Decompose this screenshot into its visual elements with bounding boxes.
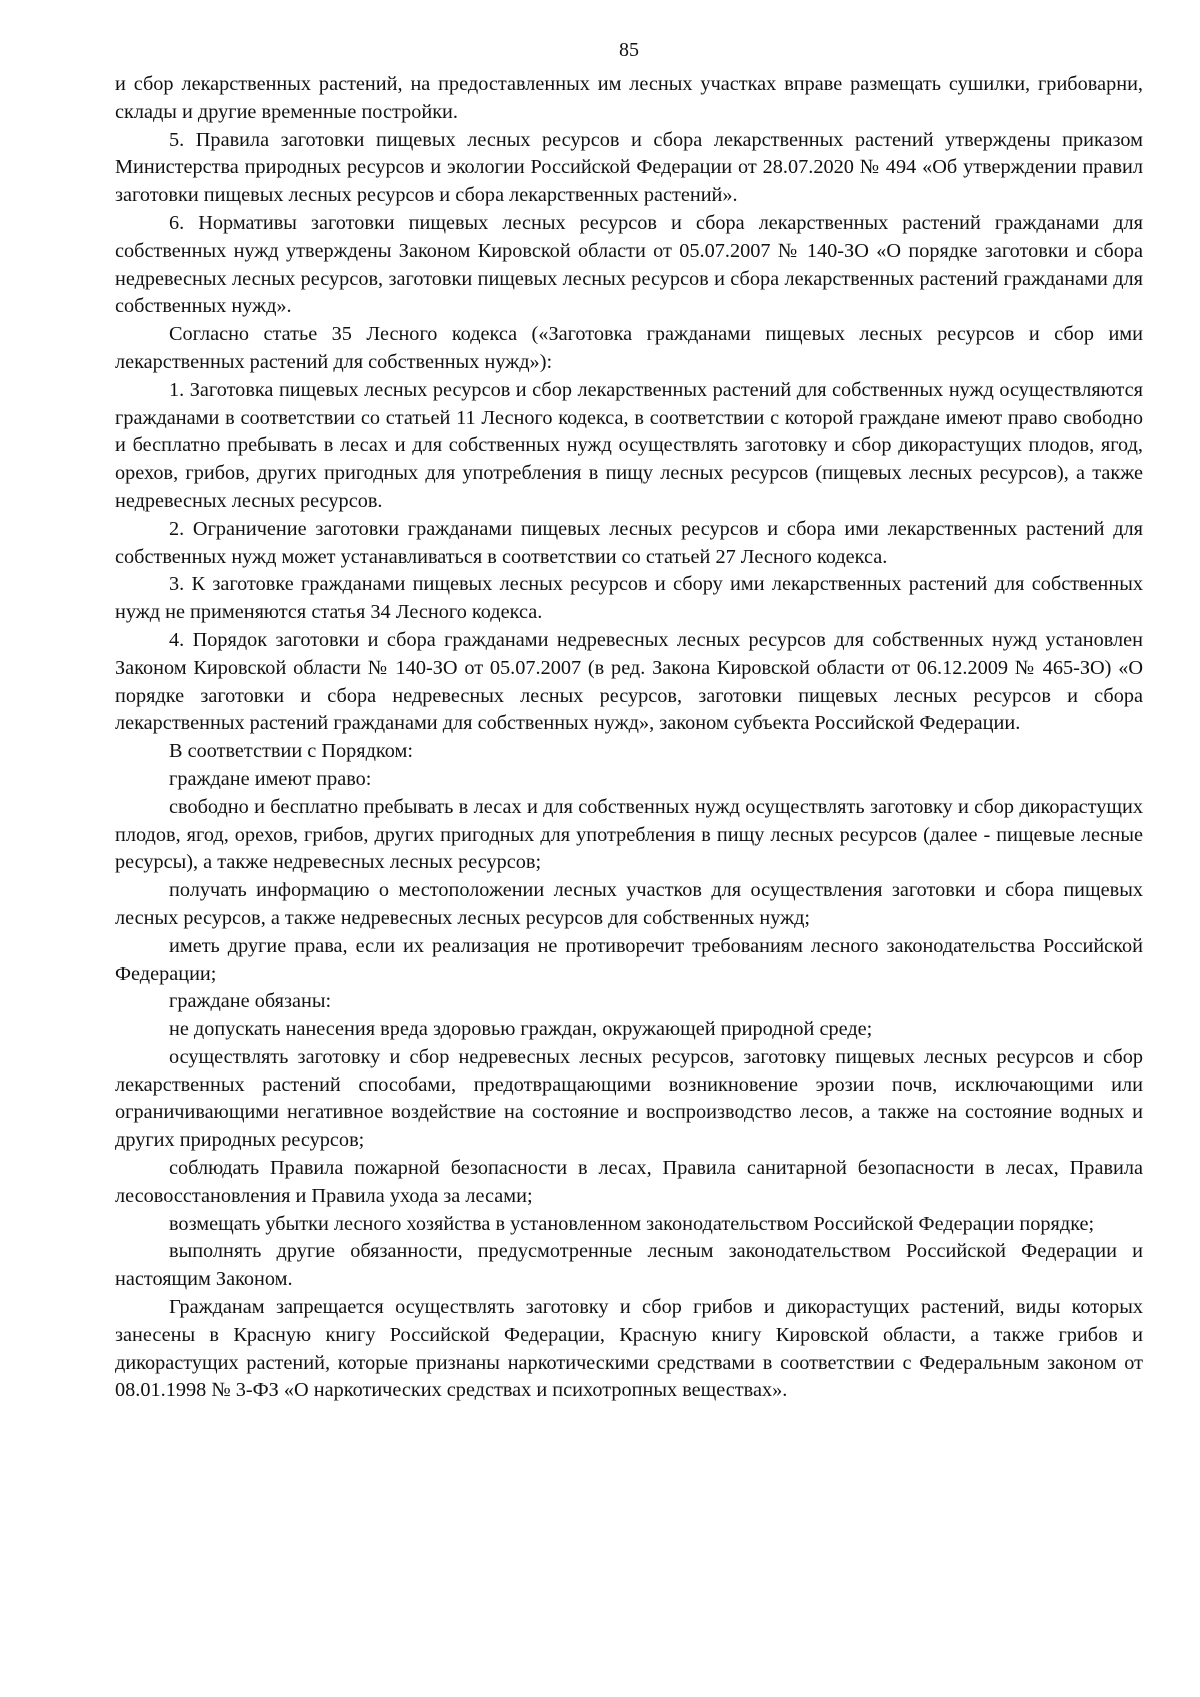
paragraph-duty-4: возмещать убытки лесного хозяйства в установленном законодательством Российской Федерации порядке; xyxy=(169,1212,1095,1235)
paragraph-article-35-intro: Согласно статье 35 Лесного кодекса («Заготовка гражданами пищевых лесных ресурсов и сбор ими лекарственных растений для собственных нужд»): xyxy=(115,323,1143,373)
paragraph-item-5: 5. Правила заготовки пищевых лесных ресурсов и сбора лекарственных растений утверждены приказом Министерства природных ресурсов и экологии Российской Федерации от 28.07.2020 № 494 «Об утверждении правил заготовки пищевых лесных ресурсов и сбора лекарственных растений». xyxy=(115,128,1143,207)
paragraph-duty-2: осуществлять заготовку и сбор недревесных лесных ресурсов, заготовку пищевых лесных ресурсов и сбор лекарственных растений способами, предотвращающими возникновение эрозии почв, исключающими или ограничивающими негативное воздействие на состояние и воспроизводство лесов, а также на состояние водных и других природных ресурсов; xyxy=(115,1045,1143,1152)
paragraph-article-35-item-1: 1. Заготовка пищевых лесных ресурсов и сбор лекарственных растений для собственных нужд осуществляются гражданами в соответствии со статьей 11 Лесного кодекса, в соответствии с которой граждане имеют право свободно и бесплатно пребывать в лесах и для собственных нужд осуществлять заготовку и сбор дикорастущих плодов, ягод, орехов, грибов, других пригодных для употребления в пищу лесных ресурсов (пищевых лесных ресурсов), а также недревесных лесных ресурсов. xyxy=(115,378,1143,512)
paragraph-duties-heading: граждане обязаны: xyxy=(169,990,332,1013)
document-body xyxy=(115,71,1143,1405)
paragraph-duty-5: выполнять другие обязанности, предусмотренные лесным законодательством Российской Федерации и настоящим Законом. xyxy=(115,1240,1143,1291)
paragraph-procedure-intro: В соответствии с Порядком: xyxy=(169,740,413,763)
paragraph-duty-3: соблюдать Правила пожарной безопасности в лесах, Правила санитарной безопасности в лесах, Правила лесовосстановления и Правила ухода за лесами; xyxy=(115,1157,1143,1207)
paragraph-article-35-item-3: 3. К заготовке гражданами пищевых лесных ресурсов и сбору ими лекарственных растений для собственных нужд не применяются статья 34 Лесного кодекса. xyxy=(115,573,1143,624)
paragraph-article-35-item-4: 4. Порядок заготовки и сбора гражданами недревесных лесных ресурсов для собственных нужд установлен Законом Кировской области № 140-ЗО от 05.07.2007 (в ред. Закона Кировской области от 06.12.2009 № 465-ЗО) «О порядке заготовки и сбора недревесных лесных ресурсов, заготовки пищевых лесных ресурсов и сбора лекарственных растений гражданами для собственных нужд», законом субъекта Российской Федерации. xyxy=(115,628,1143,735)
paragraph-article-35-item-2: 2. Ограничение заготовки гражданами пищевых лесных ресурсов и сбора ими лекарственных растений для собственных нужд может устанавливаться в соответствии со статьей 27 Лесного кодекса. xyxy=(115,517,1143,568)
paragraph-continuation: и сбор лекарственных растений, на предоставленных им лесных участках вправе размещать сушилки, грибоварни, склады и другие временные постройки. xyxy=(115,73,1143,123)
paragraph-item-6: 6. Нормативы заготовки пищевых лесных ресурсов и сбора лекарственных растений гражданами для собственных нужд утверждены Законом Кировской области от 05.07.2007 № 140-ЗО «О порядке заготовки и сбора недревесных лесных ресурсов, заготовки пищевых лесных ресурсов и сбора лекарственных растений гражданами для собственных нужд». xyxy=(115,211,1143,318)
paragraph-right-3: иметь другие права, если их реализация не противоречит требованиям лесного законодательства Российской Федерации; xyxy=(115,934,1143,985)
paragraph-rights-heading: граждане имеют право: xyxy=(169,767,372,790)
paragraph-duty-1: не допускать нанесения вреда здоровью граждан, окружающей природной среде; xyxy=(169,1018,873,1041)
paragraph-right-2: получать информацию о местоположении лесных участков для осуществления заготовки и сбора пищевых лесных ресурсов, а также недревесных лесных ресурсов для собственных нужд; xyxy=(115,879,1143,929)
paragraph-right-1: свободно и бесплатно пребывать в лесах и для собственных нужд осуществлять заготовку и сбор дикорастущих плодов, ягод, орехов, грибов, других пригодных для употребления в пищу лесных ресурсов (далее - пищевые лесные ресурсы), а также недревесных лесных ресурсов; xyxy=(115,795,1143,874)
page-number: 85 xyxy=(619,39,639,61)
paragraph-prohibition: Гражданам запрещается осуществлять заготовку и сбор грибов и дикорастущих растений, виды которых занесены в Красную книгу Российской Федерации, Красную книгу Кировской области, а также грибов и дикорастущих растений, которые признаны наркотическими средствами в соответствии с Федеральным законом от 08.01.1998 № 3-ФЗ «О наркотических средствах и психотропных веществах». xyxy=(115,1296,1143,1402)
